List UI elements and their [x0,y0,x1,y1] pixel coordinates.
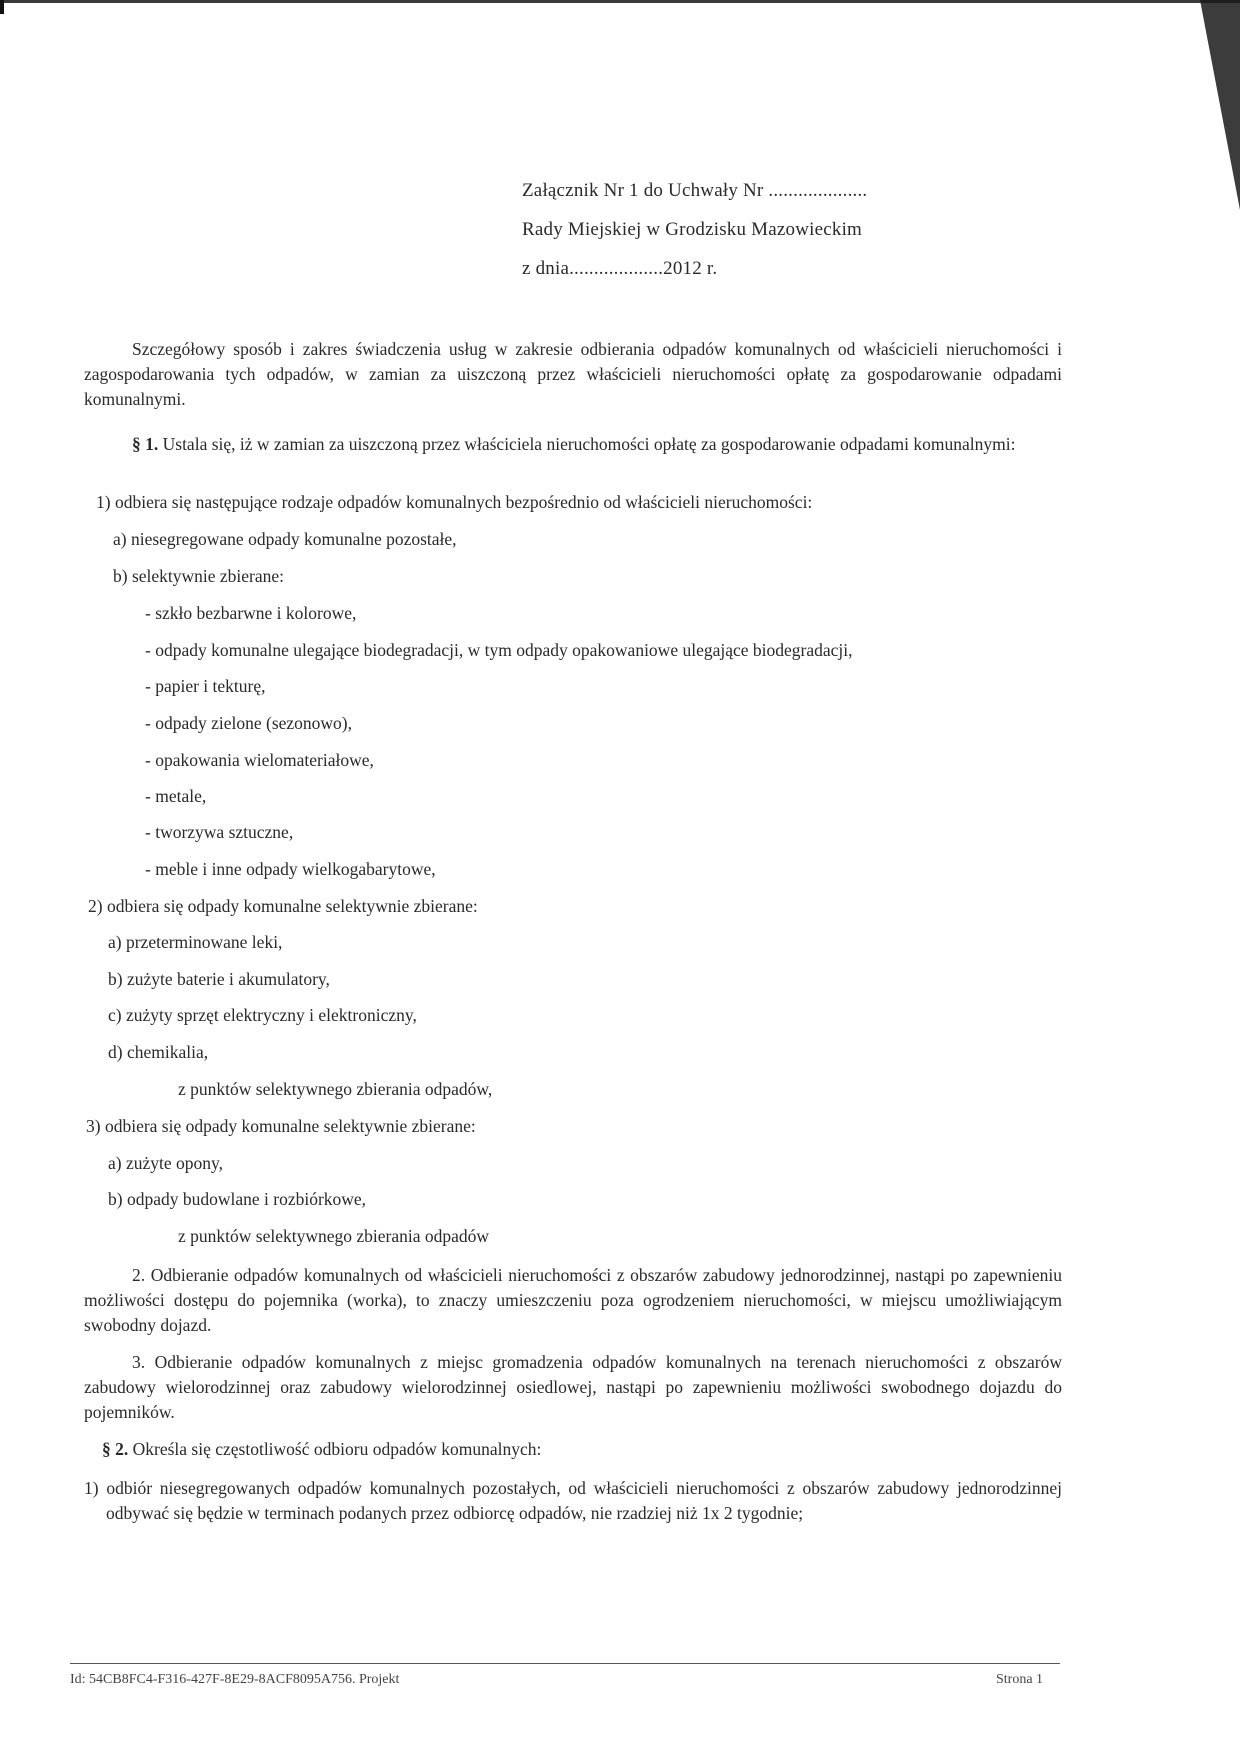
list-item: b) zużyte baterie i akumulatory, [108,969,330,989]
section-2-text: Określa się częstotliwość odbioru odpadów komunalnych: [128,1439,542,1459]
s1-point-1: 1) odbiera się następujące rodzaje odpadów komunalnych bezpośrednio od właścicieli nieruchomości: [96,492,813,512]
s1-point-3-source: z punktów selektywnego zbierania odpadów [178,1226,490,1246]
document-id: Id: 54CB8FC4-F316-427F-8E29-8ACF8095A756. Projekt [70,1672,400,1687]
section-2-mark: § 2. [102,1439,129,1459]
list-item: a) przeterminowane leki, [108,932,283,952]
list-item: a) zużyte opony, [108,1153,223,1173]
resolution-date: z dnia...................2012 r. [522,258,718,279]
list-item: d) chemikalia, [108,1042,209,1062]
s1-point-2-source: z punktów selektywnego zbierania odpadów, [178,1079,493,1099]
section-2-intro [84,1437,1062,1462]
s1-point-3: 3) odbiera się odpady komunalne selektywnie zbierane: [86,1116,476,1136]
list-item: - opakowania wielomateriałowe, [145,750,374,770]
intro-paragraph: Szczegółowy sposób i zakres świadczenia usług w zakresie odbierania odpadów komunalnych od właścicieli nieruchomości i zagospodarowania tych odpadów, w zamian za uiszczoną przez właścicieli nieruchomości opłatę za gospodarowanie odpadami komunalnymi. [84,339,1062,409]
list-item: - szkło bezbarwne i kolorowe, [145,603,357,623]
attachment-title: Załącznik Nr 1 do Uchwały Nr .................... [522,180,868,201]
s1-point-1b: b) selektywnie zbierane: [113,566,285,586]
list-item: b) odpady budowlane i rozbiórkowe, [108,1189,367,1209]
section-1-text: Ustala się, iż w zamian za uiszczoną przez właściciela nieruchomości opłatę za gospodarowanie odpadami komunalnymi: [158,434,1016,454]
s1-point-1a: a) niesegregowane odpady komunalne pozostałe, [113,529,457,549]
council-name: Rady Miejskiej w Grodzisku Mazowieckim [522,219,863,240]
s1-point-2: 2) odbiera się odpady komunalne selektywnie zbierane: [88,896,478,916]
page-number: Strona 1 [996,1672,1044,1687]
list-item: - papier i tekturę, [145,676,266,696]
list-item: - odpady zielone (sezonowo), [145,713,353,733]
list-item: - meble i inne odpady wielkogabarytowe, [145,859,436,879]
list-item: - tworzywa sztuczne, [145,822,294,842]
s1-paragraph-3: 3. Odbieranie odpadów komunalnych z miejsc gromadzenia odpadów komunalnych na terenach nieruchomości z obszarów zabudowy wielorodzinnej oraz zabudowy wielorodzinnej osiedlowej, nastąpi po zapewnieniu możliwości swobodnego dojazdu do pojemników. [84,1352,1062,1422]
list-item: c) zużyty sprzęt elektryczny i elektroniczny, [108,1005,417,1025]
list-item: - odpady komunalne ulegające biodegradacji, w tym odpady opakowaniowe ulegające biodegradacji, [145,640,853,660]
section-1-intro [84,432,1062,457]
s1-paragraph-2: 2. Odbieranie odpadów komunalnych od właścicieli nieruchomości z obszarów zabudowy jednorodzinnej, nastąpi po zapewnieniu możliwości dostępu do pojemnika (worka), to znaczy umieszczeniu poza ogrodzeniem nieruchomości, w miejscu umożliwiającym swobodny dojazd. [84,1265,1062,1335]
s2-point-1: 1) odbiór niesegregowanych odpadów komunalnych pozostałych, od właścicieli nieruchomości z obszarów zabudowy jednorodzinnej odbywać się będzie w terminach podanych przez odbiorcę odpadów, nie rzadziej niż 1x 2 tygodnie; [84,1478,1062,1523]
footer-divider [70,1663,1060,1664]
section-1-mark: § 1. [132,434,159,454]
list-item: - metale, [145,786,207,806]
